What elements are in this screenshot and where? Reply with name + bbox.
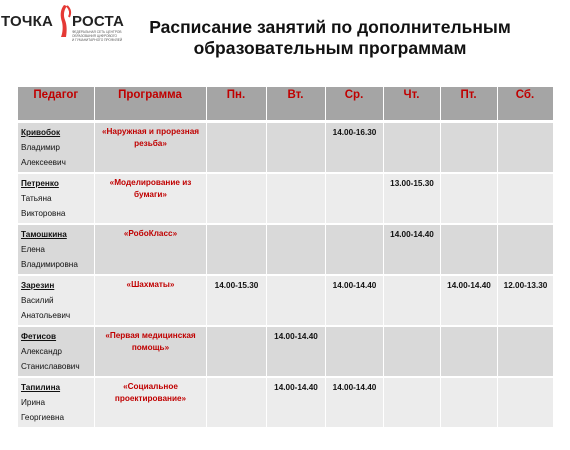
table-header-row bbox=[18, 87, 553, 122]
time-wed: 14.00-14.40 bbox=[325, 377, 383, 428]
time-tue: 14.00-14.40 bbox=[266, 326, 325, 377]
teacher-surname: Тапилина bbox=[21, 383, 61, 392]
time-mon bbox=[206, 377, 266, 428]
time-fri bbox=[440, 173, 497, 224]
header-sat: Сб. bbox=[497, 87, 553, 122]
table-row bbox=[18, 224, 553, 275]
teacher-given-name: Владимир Алексеевич bbox=[21, 143, 66, 167]
time-thu bbox=[383, 275, 440, 326]
time-tue bbox=[266, 122, 325, 174]
schedule-table bbox=[18, 87, 554, 429]
header-mon: Пн. bbox=[206, 87, 266, 122]
time-sat bbox=[497, 122, 553, 174]
time-fri bbox=[440, 224, 497, 275]
time-wed: 14.00-14.40 bbox=[325, 275, 383, 326]
teacher-surname: Зарезин bbox=[21, 281, 55, 290]
logo-word-right: РОСТА bbox=[72, 13, 124, 30]
time-sat bbox=[497, 377, 553, 428]
time-thu: 13.00-15.30 bbox=[383, 173, 440, 224]
time-mon bbox=[206, 326, 266, 377]
page-title-line2: образовательным программам bbox=[193, 38, 467, 58]
teacher-given-name: Елена Владимировна bbox=[21, 245, 78, 269]
page-title-line1: Расписание занятий по дополнительным bbox=[149, 17, 511, 37]
time-mon bbox=[206, 122, 266, 174]
time-wed: 14.00-16.30 bbox=[325, 122, 383, 174]
teacher-given-name: Александр Станиславович bbox=[21, 347, 80, 371]
time-sat bbox=[497, 326, 553, 377]
teacher-given-name: Татьяна Викторовна bbox=[21, 194, 66, 218]
teacher-cell bbox=[18, 173, 94, 224]
program-cell: «Социальное проектирование» bbox=[94, 377, 206, 428]
time-wed bbox=[325, 224, 383, 275]
program-cell: «Наружная и прорезная резьба» bbox=[94, 122, 206, 174]
header-program: Программа bbox=[94, 87, 206, 122]
teacher-given-name: Ирина Георгиевна bbox=[21, 398, 65, 422]
table-row bbox=[18, 377, 553, 428]
teacher-cell bbox=[18, 122, 94, 174]
logo-subtitle: ФЕДЕРАЛЬНАЯ СЕТЬ ЦЕНТРОВ ОБРАЗОВАНИЯ ЦИФРОВОГО И ГУМАНИТАРНОГО ПРОФИЛЕЙ bbox=[72, 30, 123, 42]
time-tue bbox=[266, 275, 325, 326]
time-thu: 14.00-14.40 bbox=[383, 224, 440, 275]
time-thu bbox=[383, 377, 440, 428]
table-row bbox=[18, 326, 553, 377]
table-row bbox=[18, 173, 553, 224]
table-row bbox=[18, 122, 553, 174]
header-wed: Ср. bbox=[325, 87, 383, 122]
program-cell: «Шахматы» bbox=[94, 275, 206, 326]
program-cell: «РобоКласс» bbox=[94, 224, 206, 275]
teacher-cell bbox=[18, 224, 94, 275]
logo-mark-icon bbox=[54, 4, 74, 38]
page-title bbox=[130, 17, 530, 59]
time-fri bbox=[440, 326, 497, 377]
program-cell: «Моделирование из бумаги» bbox=[94, 173, 206, 224]
program-cell: «Первая медицинская помощь» bbox=[94, 326, 206, 377]
teacher-surname: Кривобок bbox=[21, 128, 61, 137]
time-thu bbox=[383, 326, 440, 377]
time-tue: 14.00-14.40 bbox=[266, 377, 325, 428]
logo bbox=[0, 4, 130, 48]
time-sat bbox=[497, 224, 553, 275]
logo-word-left: ТОЧКА bbox=[1, 13, 53, 30]
teacher-surname: Тамошкина bbox=[21, 230, 67, 239]
time-fri bbox=[440, 122, 497, 174]
time-thu bbox=[383, 122, 440, 174]
teacher-surname: Петренко bbox=[21, 179, 59, 188]
time-sat: 12.00-13.30 bbox=[497, 275, 553, 326]
teacher-surname: Фетисов bbox=[21, 332, 57, 341]
header-thu: Чт. bbox=[383, 87, 440, 122]
teacher-given-name: Василий Анатольевич bbox=[21, 296, 71, 320]
time-mon bbox=[206, 173, 266, 224]
time-sat bbox=[497, 173, 553, 224]
time-tue bbox=[266, 173, 325, 224]
time-mon: 14.00-15.30 bbox=[206, 275, 266, 326]
teacher-cell bbox=[18, 275, 94, 326]
table-row bbox=[18, 275, 553, 326]
teacher-cell bbox=[18, 377, 94, 428]
header-fri: Пт. bbox=[440, 87, 497, 122]
time-wed bbox=[325, 173, 383, 224]
time-fri: 14.00-14.40 bbox=[440, 275, 497, 326]
time-fri bbox=[440, 377, 497, 428]
time-mon bbox=[206, 224, 266, 275]
header-tue: Вт. bbox=[266, 87, 325, 122]
time-tue bbox=[266, 224, 325, 275]
time-wed bbox=[325, 326, 383, 377]
teacher-cell bbox=[18, 326, 94, 377]
header-teacher: Педагог bbox=[18, 87, 94, 122]
